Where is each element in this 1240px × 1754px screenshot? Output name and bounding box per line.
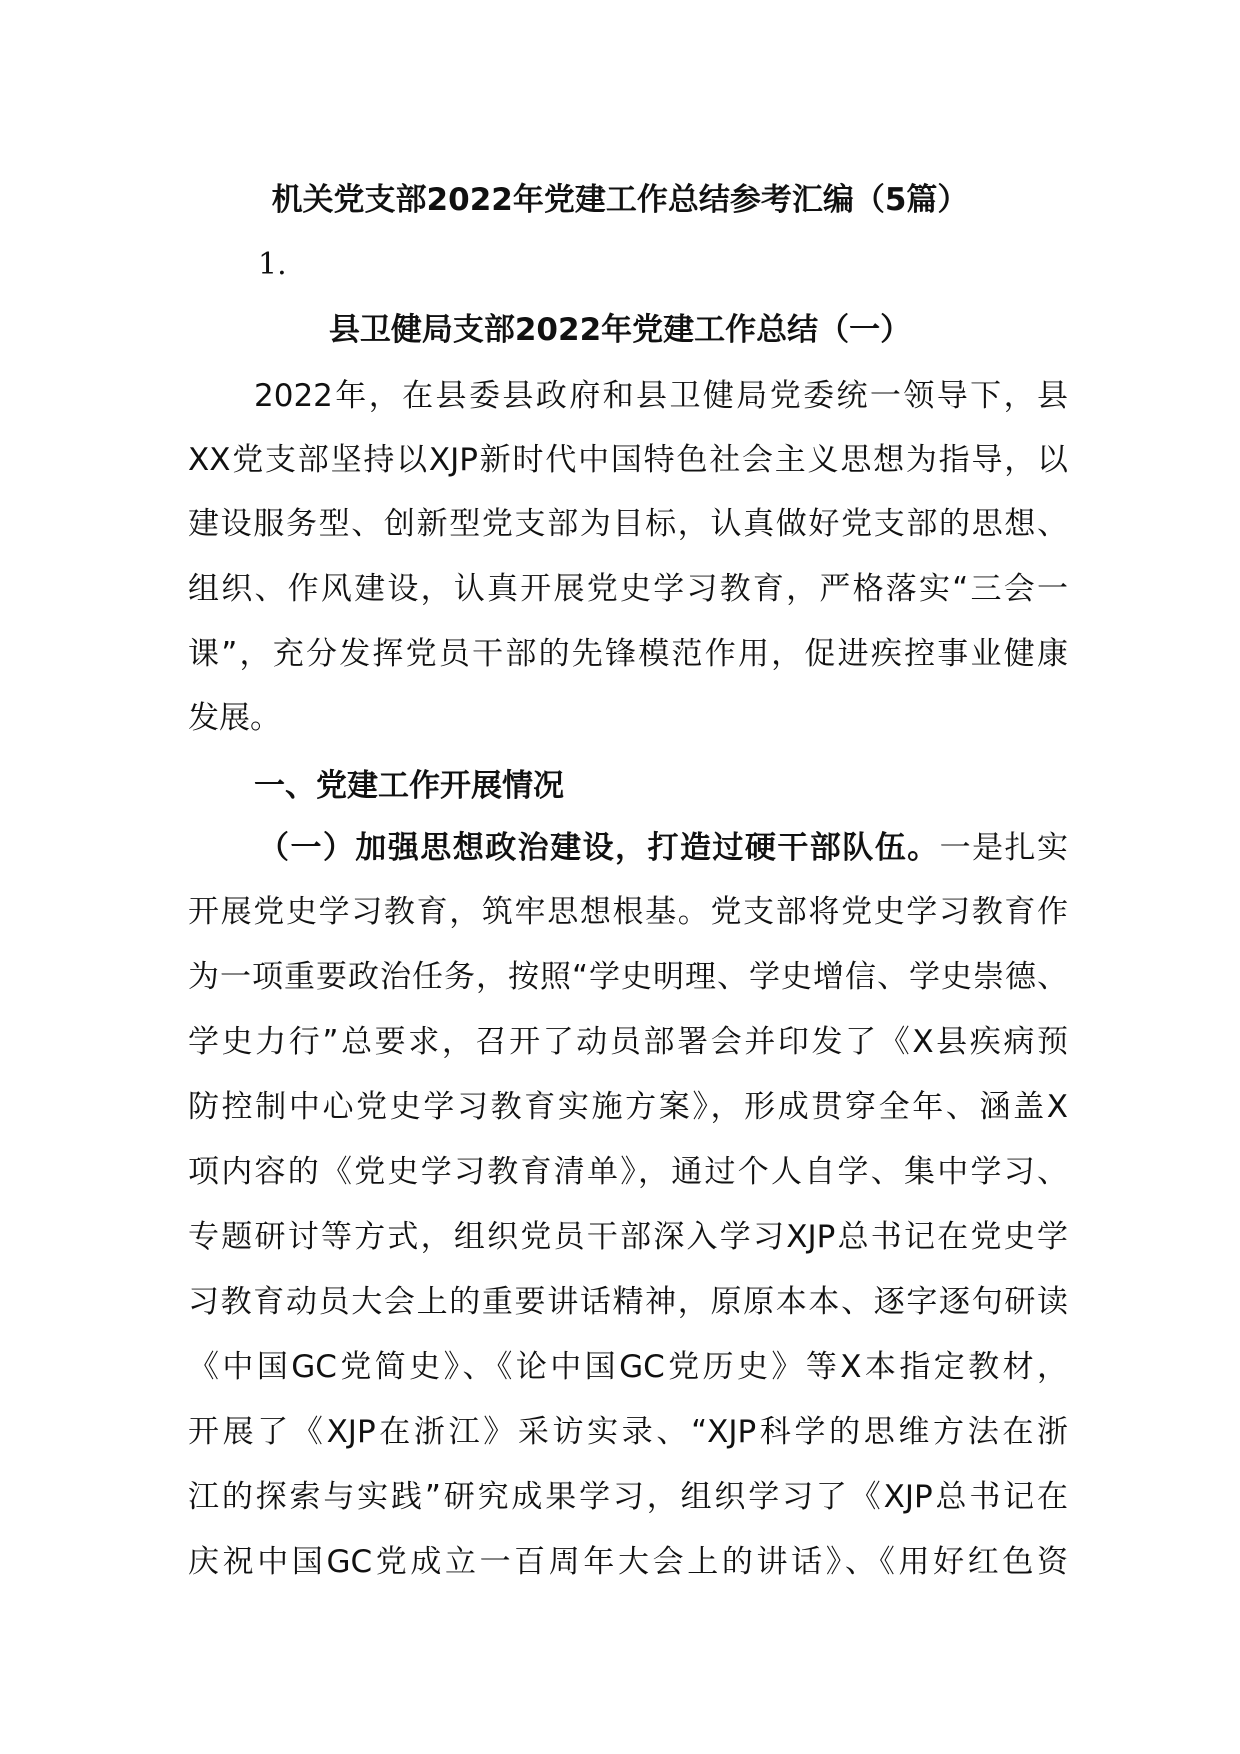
paragraph-line: 为一项重要政治任务，按照“学史明理、学史增信、学史崇德、 [188,959,1068,995]
item-number: 1. [258,247,287,282]
paragraph-line: 《中国GC党简史》、《论中国GC党历史》等X本指定教材， [188,1349,1068,1385]
document-title: 机关党支部2022年党建工作总结参考汇编（5篇） [271,182,969,218]
paragraph-line: 组织、作风建设，认真开展党史学习教育，严格落实“三会一 [188,571,1068,607]
paragraph-line: 庆祝中国GC党成立一百周年大会上的讲话》、《用好红色资 [188,1544,1068,1580]
paragraph-line: 江的探索与实践”研究成果学习，组织学习了《XJP总书记在 [188,1479,1068,1515]
paragraph-line: 防控制中心党史学习教育实施方案》，形成贯穿全年、涵盖X [188,1089,1068,1125]
paragraph-line-with-lead [258,826,1068,870]
paragraph-line: 项内容的《党史学习教育清单》，通过个人自学、集中学习、 [188,1154,1068,1190]
paragraph-line: 专题研讨等方式，组织党员干部深入学习XJP总书记在党史学 [188,1219,1068,1255]
section-heading: 一、党建工作开展情况 [254,768,564,804]
paragraph-line: XX党支部坚持以XJP新时代中国特色社会主义思想为指导，以 [188,442,1068,478]
document-subtitle: 县卫健局支部2022年党建工作总结（一） [328,312,912,348]
paragraph-line: 发展。 [188,700,281,736]
paragraph-line: 2022年，在县委县政府和县卫健局党委统一领导下，县 [254,378,1068,414]
subsection-lead: （一）加强思想政治建设，打造过硬干部队伍。 [258,830,940,866]
paragraph-line: 课”，充分发挥党员干部的先锋模范作用，促进疾控事业健康 [188,636,1068,672]
paragraph-line: 学史力行”总要求，召开了动员部署会并印发了《X县疾病预 [188,1024,1068,1060]
paragraph-line: 开展了《XJP在浙江》采访实录、“XJP科学的思维方法在浙 [188,1414,1068,1450]
paragraph-line: 建设服务型、创新型党支部为目标，认真做好党支部的思想、 [188,506,1068,542]
paragraph-line: 习教育动员大会上的重要讲话精神，原原本本、逐字逐句研读 [188,1284,1068,1320]
paragraph-line: 开展党史学习教育，筑牢思想根基。党支部将党史学习教育作 [188,894,1068,930]
paragraph-text: 一是扎实 [939,830,1068,866]
